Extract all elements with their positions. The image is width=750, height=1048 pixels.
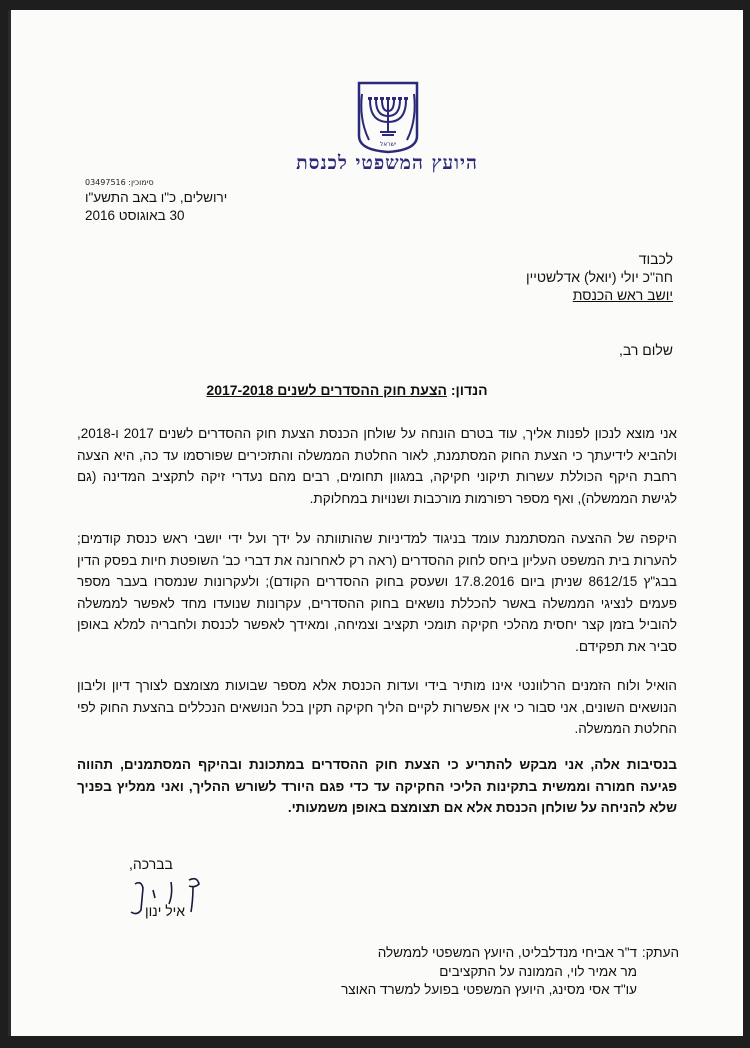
- closing: בברכה,: [129, 856, 173, 872]
- reference-number: סימוכין: 03497516: [85, 178, 154, 187]
- recipient-block: [373, 250, 673, 304]
- greeting: שלום רב,: [619, 342, 673, 358]
- cc-label: העתק:: [641, 945, 679, 960]
- emblem-caption: ישראל: [379, 141, 397, 148]
- body-paragraph: היקפה של ההצעה המסתמנת עומד בניגוד למדיניות שהותוותה על ידך ועל ידי יושבי ראש כנסת קודמים; להערות בית המשפט העליון ביחס לחוק ההסדרים (ראה רק לאחרונה את דברי כב' השופטת חיות בפסק הדין בבג"ץ 8612/15 שניתן ביום 17.8.2016 ושעסק בחוק ההסדרים הקודם); ולעקרונות שנמסרו בעבר מספר פעמים לנציגי הממשלה באשר להכללת נושאים בחוק ההסדרים, עקרונות שנועדו מחד לאפשר לממשלה להוביל בזמן קצר יחסית מהלכי חקיקה תומכי תקציב וצמיחה, ומאידך לאפשר לכנסת ולחבריה למלא באופן סביר את תפקידם.: [77, 531, 677, 654]
- date-gregorian: 30 באוגוסט 2016: [85, 208, 185, 223]
- cc-item: עו"ד אסי מסינג, היועץ המשפטי בפועל למשרד האוצר: [341, 982, 637, 997]
- subject-line: [151, 382, 543, 398]
- subject-text: הצעת חוק ההסדרים לשנים 2017-2018: [206, 382, 447, 398]
- recipient-title: יושב ראש הכנסת: [572, 287, 673, 303]
- recipient-name: חה"כ יולי (יואל) אדלשטיין: [525, 269, 673, 285]
- state-emblem-menorah-icon: [355, 80, 421, 154]
- handwritten-signature: [119, 870, 215, 932]
- cc-item: ד"ר אביחי מנדלבליט, היועץ המשפטי לממשלה: [377, 945, 637, 960]
- body-paragraph: אני מוצא לנכון לפנות אליך, עוד בטרם הונחה על שולחן הכנסת הצעת חוק ההסדרים לשנים 2017 ו-2018, ולהביא לידיעתך כי הצעת החוק המסתמנת, לאור החלטת הממשלה והתזכירים שפורסמו עד כה, היא הצעה רחבת היקף הכוללת עשרות תיקוני חקיקה, במגוון תחומים, רבים מהם נעדרי זיקה לתקציב המדינה (גם לגישת הממשלה), ואף מספר רפורמות מורכבות ושנויות במחלוקת.: [77, 426, 677, 506]
- body-paragraph: הואיל ולוח הזמנים הרלוונטי אינו מותיר בידי ועדות הכנסת אלא מספר שבועות מצומצם לצורך דיון וליבון הנושאים השונים, אני סבור כי אין אפשרות לקיים הליך חקיקה תקין בכל הנושאים הנכללים בהצעת החוק לפי החלטת הממשלה.: [77, 678, 677, 736]
- cc-item: מר אמיר לוי, הממונה על התקציבים: [439, 963, 637, 979]
- letter-page: [8, 10, 743, 1036]
- signer-name: איל ינון: [145, 903, 186, 919]
- recipient-salutation: לכבוד: [638, 251, 673, 267]
- office-title: היועץ המשפטי לכנסת: [296, 152, 478, 174]
- subject-label: הנדון:: [450, 382, 488, 398]
- cc-block: [319, 944, 679, 1000]
- date-hebrew: ירושלים, כ"ו באב התשע"ו: [85, 190, 228, 205]
- body-paragraph-conclusion: בנסיבות אלה, אני מבקש להתריע כי הצעת חוק ההסדרים במתכונת ובהיקף המסתמנים, תהווה פגיעה חמורה וממשית בתקינות הליכי החקיקה עד כדי פגם היורד לשורש ההליך, ואני ממליץ בפניך שלא להניחה על שולחן הכנסת אלא אם תצומצם באופן משמעותי.: [77, 757, 677, 815]
